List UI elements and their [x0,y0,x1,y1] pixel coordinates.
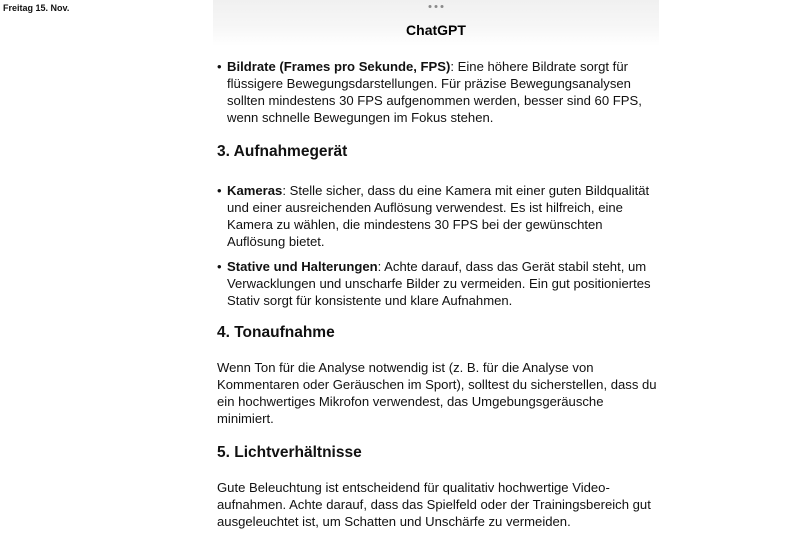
list-item-stative [217,258,657,309]
status-date: Freitag 15. Nov. [3,3,70,13]
text-tonaufnahme: Wenn Ton für die Analyse notwendig ist (z. B. für die Analyse von Kommentaren oder Geräuschen im Sport), solltest du sicherstellen, dass du ein hochwertiges Mikrofon verwendest, das Umgebungsgeräusche minimiert. [217,360,657,426]
text-bildrate: : Eine höhere Bildrate sorgt für flüssigere Bewegungsdarstellungen. Für präzise Bewegungsanalysen sollten mindestens 30 FPS aufgenommen werden, besser sind 60 FPS, wenn schnelle Bewegungen im Fokus stehen. [227,59,642,125]
text-lichtverhaeltnisse: Gute Beleuchtung ist entscheidend für qualitativ hochwertige Video-aufnahmen. Achte darauf, dass das Spielfeld oder der Trainingsbereich gut ausgeleuchtet ist, um Schatten und Unschärfe zu vermeiden. [217,480,651,529]
term-bildrate: Bildrate (Frames pro Sekunde, FPS) [227,59,451,74]
response-content [217,56,657,530]
more-icon[interactable] [429,5,444,8]
list-item-kameras [217,182,657,250]
text-kameras: : Stelle sicher, dass du eine Kamera mit einer guten Bildqualität und einer ausreichenden Auflösung verwendest. Es ist hilfreich, eine Kamera zu wählen, die mindestens 30 FPS bei der gewünschten Auflösung bietet. [227,183,650,249]
chat-header [213,0,659,46]
term-stative: Stative und Halterungen [227,259,378,274]
term-kameras: Kameras [227,183,283,198]
app-title: ChatGPT [406,22,466,38]
heading-tonaufnahme: 4. Tonaufnahme [217,324,335,341]
text-stative: : Achte darauf, dass das Gerät stabil steht, um Verwacklungen und unscharfe Bilder zu vermeiden. Ein gut positioniertes Stativ sorgt für konsistente und klare Aufnahmen. [227,259,651,308]
heading-lichtverhaeltnisse: 5. Lichtverhältnisse [217,444,362,461]
heading-aufnahmegeraet: 3. Aufnahmegerät [217,143,348,160]
list-item-bildrate [217,58,657,126]
